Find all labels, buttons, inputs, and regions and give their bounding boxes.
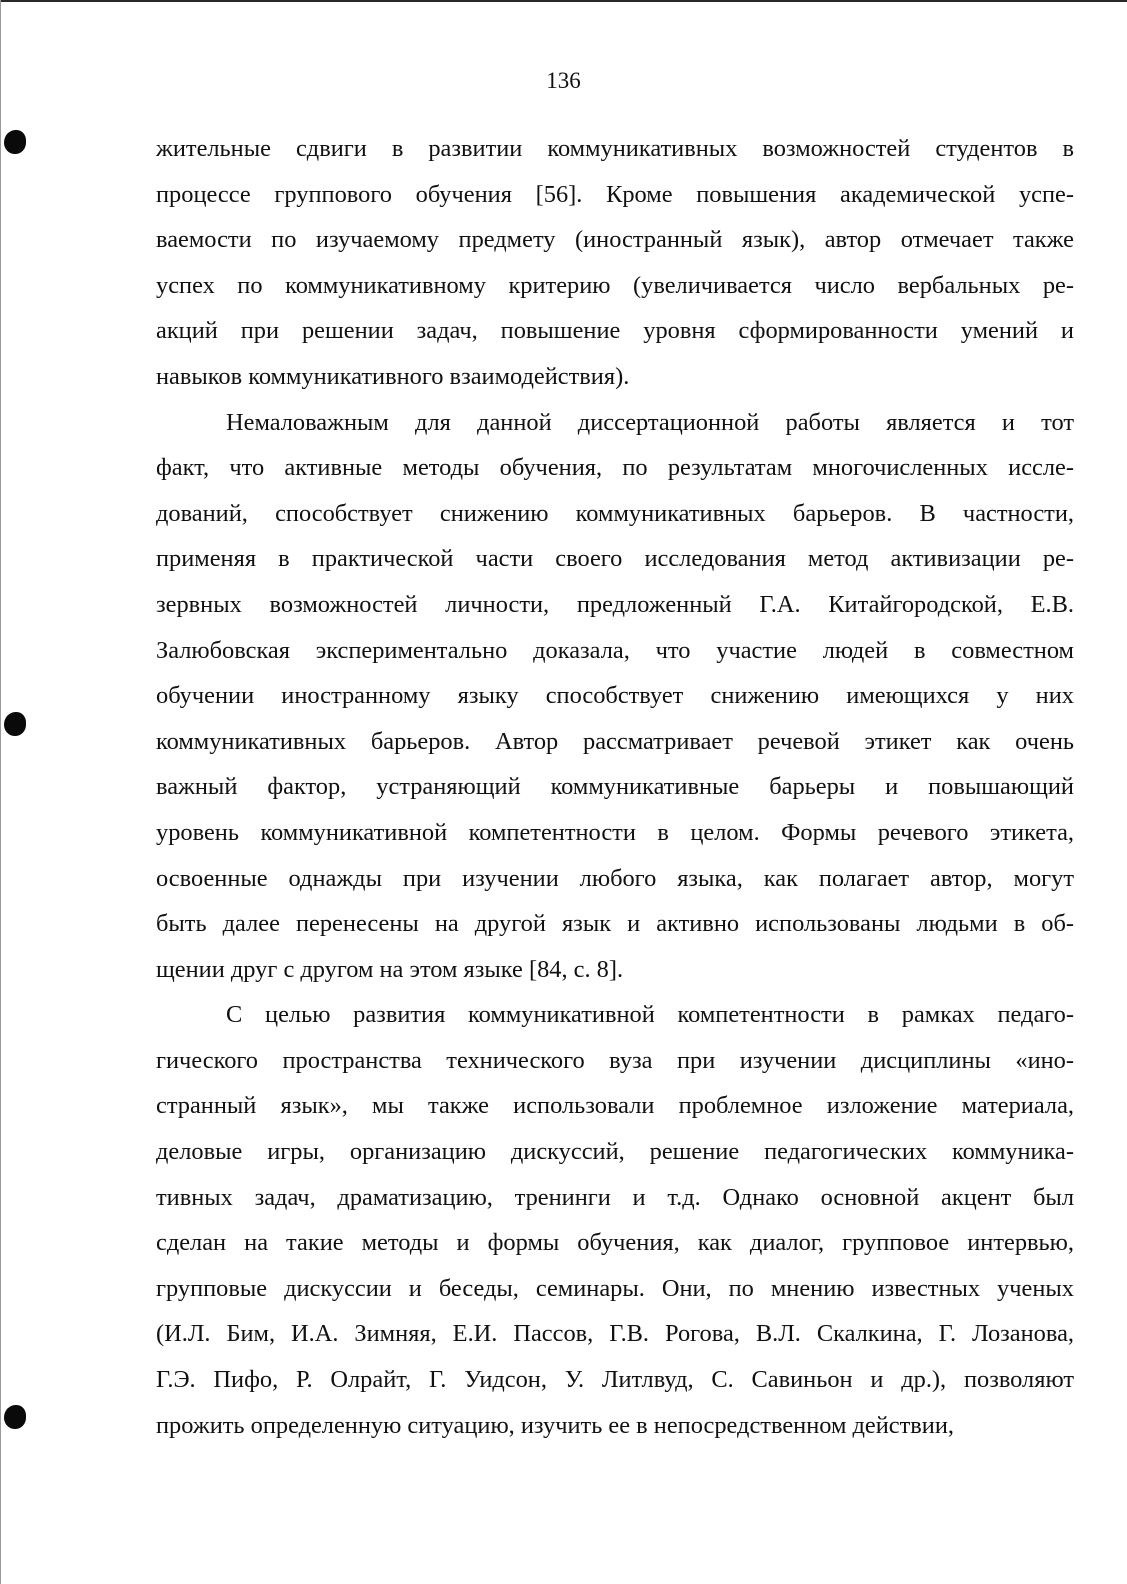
text-line: ваемости по изучаемому предмету (иностранный язык), автор отмечает также	[156, 226, 1074, 254]
text-line: обучении иностранному языку способствует снижению имеющихся у них	[156, 682, 1074, 710]
text-line: зервных возможностей личности, предложенный Г.А. Китайгородской, Е.В.	[156, 590, 1074, 618]
text-line: важный фактор, устраняющий коммуникативные барьеры и повышающий	[156, 773, 1074, 801]
text-line: процессе группового обучения [56]. Кроме повышения академической успе-	[156, 180, 1074, 208]
text-line: групповые дискуссии и беседы, семинары. Они, по мнению известных ученых	[156, 1274, 1074, 1302]
document-body	[156, 126, 1074, 1448]
text-line: С целью развития коммуникативной компетентности в рамках педаго-	[226, 1001, 1074, 1029]
text-line: жительные сдвиги в развитии коммуникативных возможностей студентов в	[156, 135, 1074, 162]
text-line: Немаловажным для данной диссертационной работы является и тот	[226, 408, 1074, 436]
scan-left-edge	[0, 0, 1, 1584]
text-line: (И.Л. Бим, И.А. Зимняя, Е.И. Пассов, Г.В. Рогова, В.Л. Скалкина, Г. Лозанова,	[156, 1320, 1074, 1348]
page-number: 136	[546, 68, 581, 93]
text-line: быть далее перенесены на другой язык и активно использованы людьми в об-	[156, 910, 1074, 938]
text-line: тивных задач, драматизацию, тренинги и т.д. Однако основной акцент был	[156, 1183, 1074, 1211]
scan-top-edge	[0, 0, 1127, 2]
text-line: гического пространства технического вуза при изучении дисциплины «ино-	[156, 1046, 1074, 1074]
text-line: акций при решении задач, повышение уровня сформированности умений и	[156, 317, 1074, 345]
text-line: коммуникативных барьеров. Автор рассматривает речевой этикет как очень	[156, 727, 1074, 755]
text-line: прожить определенную ситуацию, изучить ее в непосредственном действии,	[156, 1411, 955, 1439]
text-line: щении друг с другом на этом языке [84, с. 8].	[156, 955, 624, 983]
text-line: уровень коммуникативной компетентности в целом. Формы речевого этикета,	[156, 818, 1074, 846]
paragraph	[156, 126, 1074, 400]
text-line: странный язык», мы также использовали проблемное изложение материала,	[156, 1092, 1074, 1120]
text-line: деловые игры, организацию дискуссий, решение педагогических коммуника-	[156, 1138, 1074, 1166]
text-line: навыков коммуникативного взаимодействия).	[156, 362, 630, 390]
text-line: Г.Э. Пифо, Р. Олрайт, Г. Уидсон, У. Литлвуд, С. Савиньон и др.), позволяют	[156, 1366, 1074, 1394]
text-line: Залюбовская экспериментально доказала, что участие людей в совместном	[156, 636, 1074, 664]
text-line: дований, способствует снижению коммуникативных барьеров. В частности,	[156, 499, 1074, 527]
text-line: освоенные однажды при изучении любого языка, как полагает автор, могут	[156, 864, 1074, 892]
paragraph	[156, 400, 1074, 993]
punch-hole-mark	[4, 130, 26, 154]
paragraph	[156, 992, 1074, 1448]
text-line: факт, что активные методы обучения, по результатам многочисленных иссле-	[156, 454, 1074, 482]
punch-hole-mark	[4, 712, 26, 736]
text-line: применяя в практической части своего исследования метод активизации ре-	[156, 545, 1074, 573]
text-line: успех по коммуникативному критерию (увеличивается число вербальных ре-	[156, 271, 1074, 299]
punch-hole-mark	[4, 1405, 26, 1429]
text-line: сделан на такие методы и формы обучения, как диалог, групповое интервью,	[156, 1229, 1074, 1257]
